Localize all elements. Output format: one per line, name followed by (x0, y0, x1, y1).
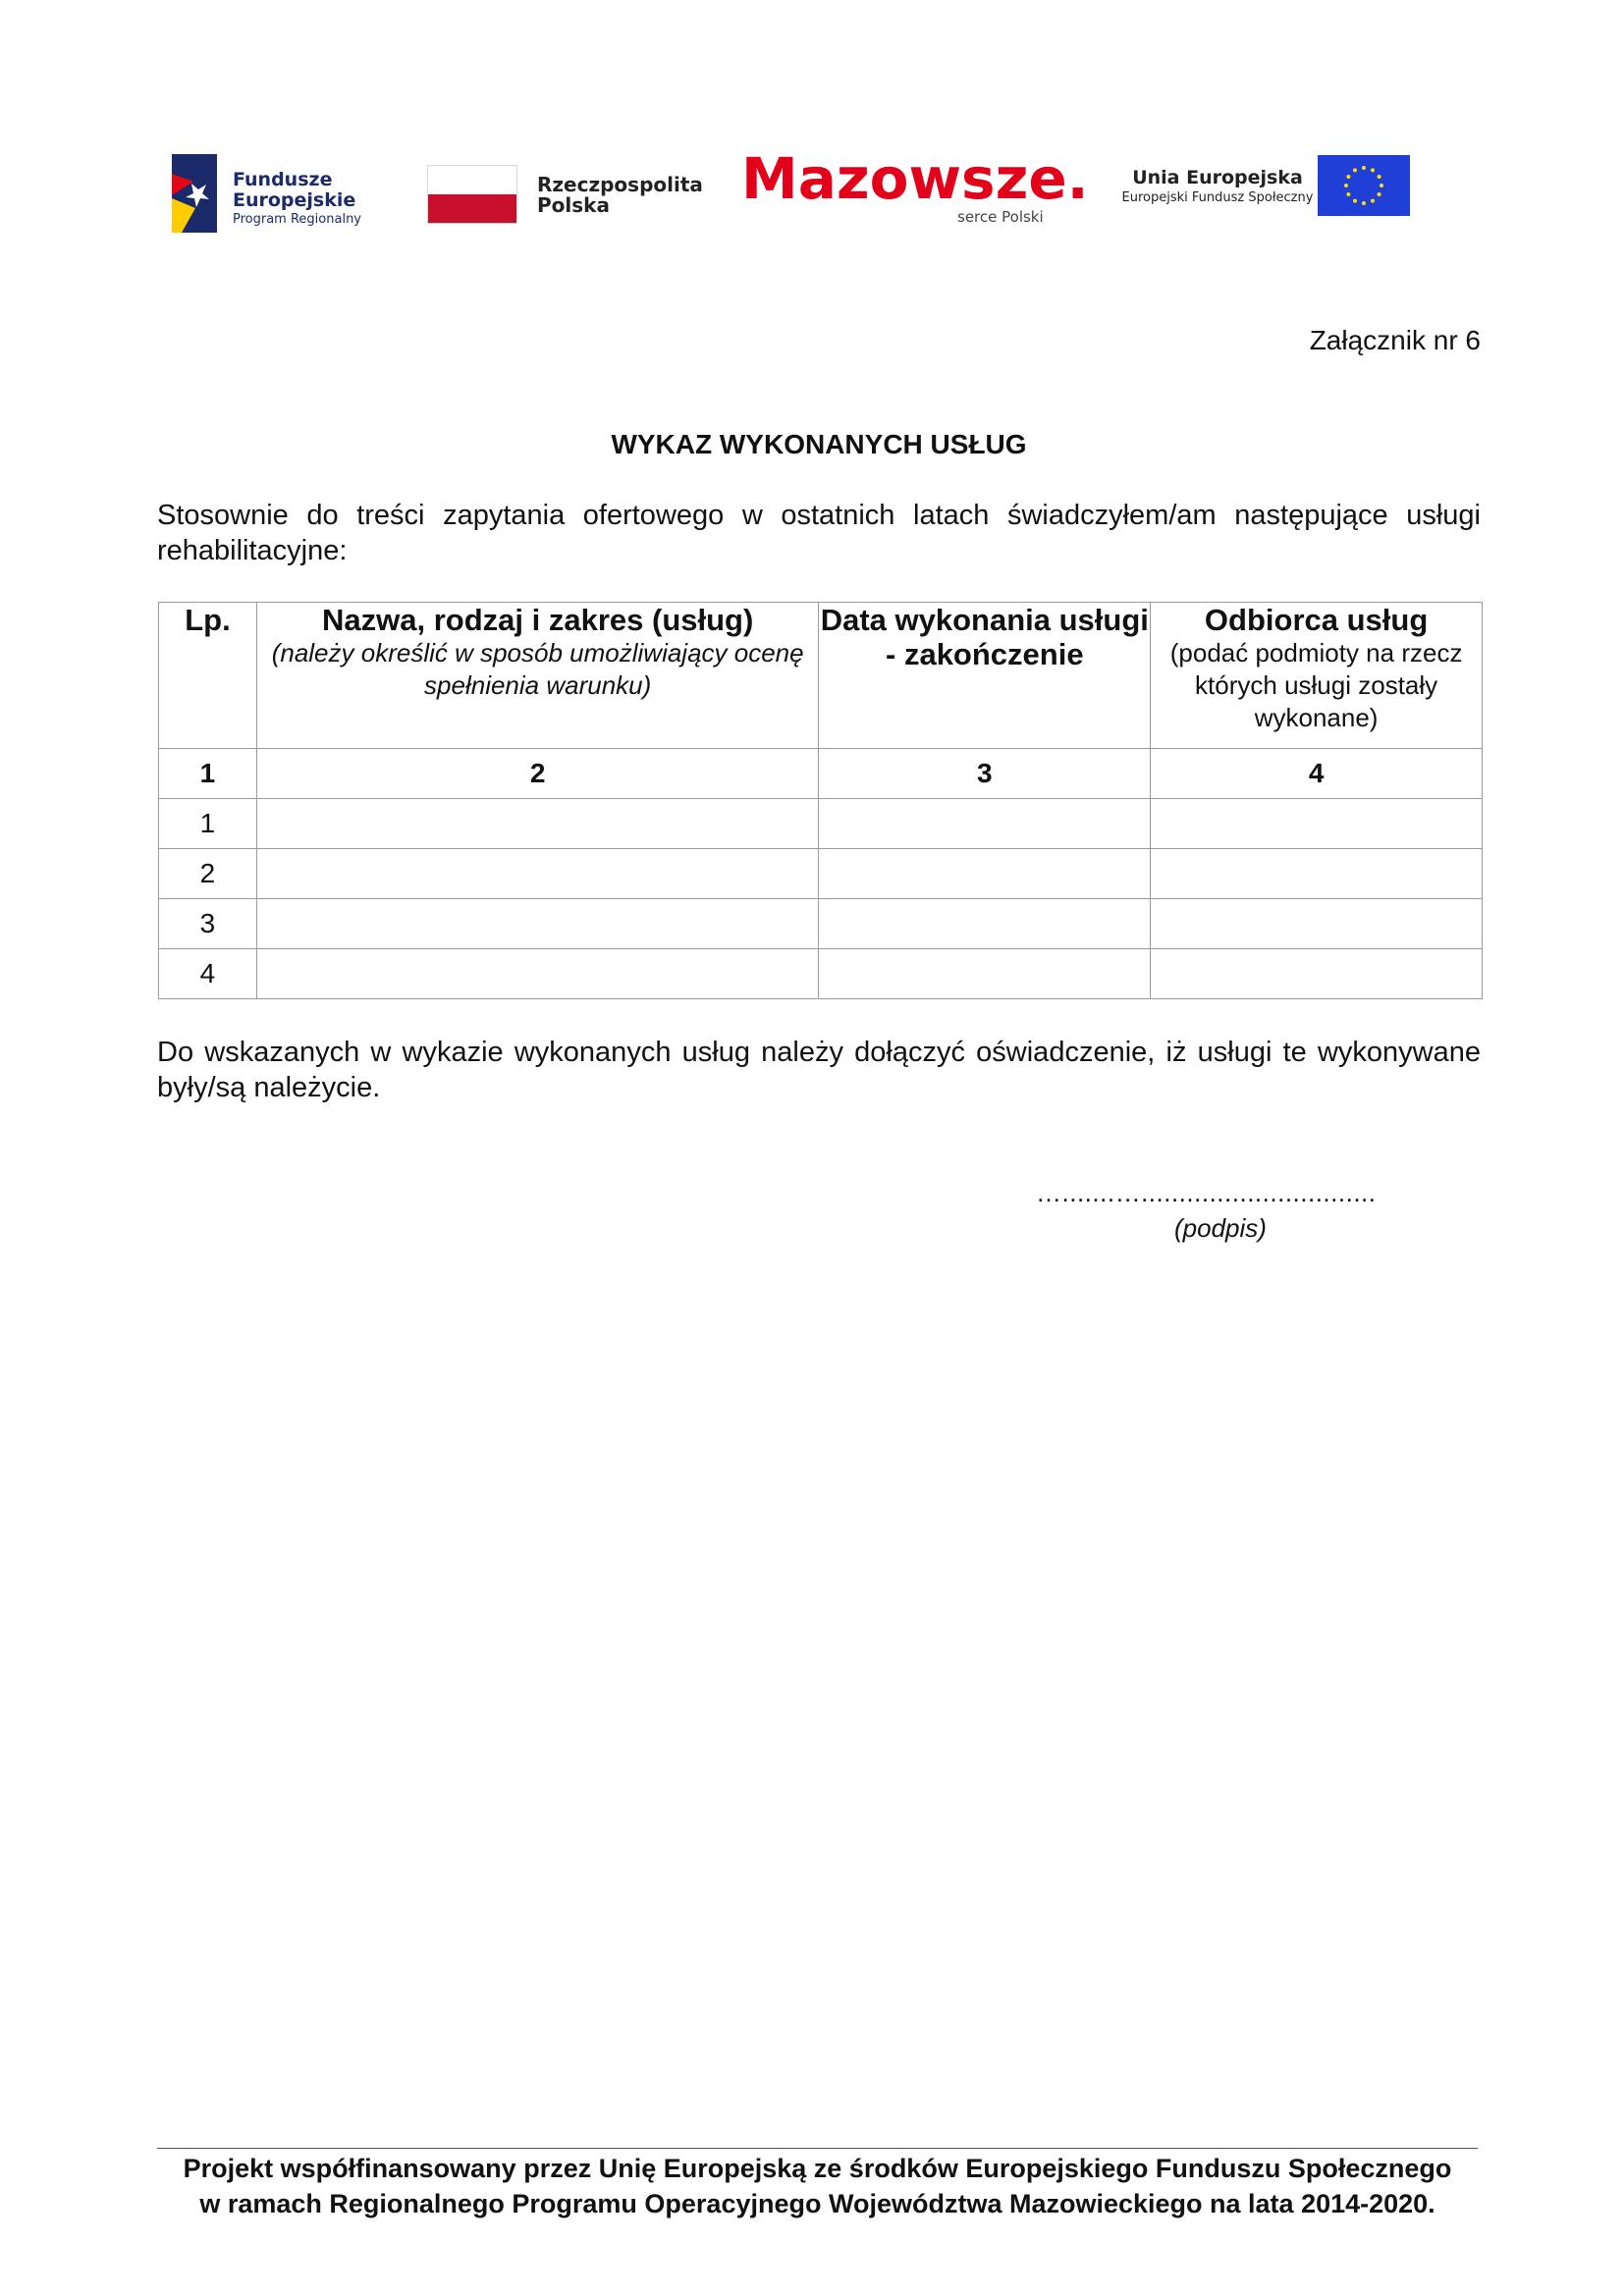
header-name-label: Nazwa, rodzaj i zakres (usług) (322, 603, 754, 637)
row-number: 2 (159, 849, 257, 899)
header-recipient-label: Odbiorca usług (1204, 603, 1429, 637)
column-number: 3 (819, 749, 1151, 799)
table-row (159, 799, 1483, 849)
service-name-cell[interactable] (256, 799, 818, 849)
eu-logo-line2: Europejski Fundusz Społeczny (1121, 190, 1314, 205)
service-date-cell[interactable] (819, 849, 1151, 899)
row-number: 3 (159, 899, 257, 949)
service-recipient-cell[interactable] (1151, 949, 1483, 999)
fe-logo-line1: Fundusze (233, 169, 333, 190)
service-name-cell[interactable] (256, 849, 818, 899)
service-date-cell[interactable] (819, 899, 1151, 949)
statement-paragraph: Do wskazanych w wykazie wykonanych usług należy dołączyć oświadczenie, iż usługi te wykonywane były/są należycie. (157, 1037, 1481, 1103)
rzeczpospolita-polska-logo (427, 165, 722, 234)
intro-paragraph: Stosownie do treści zapytania ofertowego w ostatnich latach świadczyłem/am następujące usługi rehabilitacyjne: (157, 500, 1481, 566)
header-recipient-note: (podać podmioty na rzecz których usługi zostały wykonane) (1169, 638, 1463, 732)
eu-logo-line1: Unia Europejska (1132, 167, 1303, 188)
header-name-note: (należy określić w sposób umożliwiający ocenę spełnienia warunku) (271, 638, 804, 700)
service-date-cell[interactable] (819, 949, 1151, 999)
column-number: 2 (256, 749, 818, 799)
service-recipient-cell[interactable] (1151, 799, 1483, 849)
mazowsze-subtitle: serce Polski (957, 208, 1044, 226)
signature-label: (podpis) (1174, 1213, 1267, 1243)
fe-logo-line3: Program Regionalny (233, 212, 361, 227)
services-table (158, 602, 1483, 999)
footer-line2: w ramach Regionalnego Programu Operacyjnego Województwa Mazowieckiego na lata 2014-2020. (199, 2189, 1435, 2218)
header-name (256, 603, 818, 749)
fe-logo-line2: Europejskie (233, 189, 356, 211)
document-title: WYKAZ WYKONANYCH USŁUG (611, 429, 1027, 459)
unia-europejska-logo (1119, 155, 1434, 234)
rp-logo-line1: Rzeczpospolita (537, 173, 703, 196)
table-row (159, 949, 1483, 999)
fundusze-europejskie-logo (172, 152, 427, 236)
column-number: 1 (159, 749, 257, 799)
signature-line: ….......…............................... (1036, 1178, 1377, 1207)
row-number: 1 (159, 799, 257, 849)
page-footer (157, 2148, 1478, 2221)
service-name-cell[interactable] (256, 899, 818, 949)
service-recipient-cell[interactable] (1151, 899, 1483, 949)
fundusze-europejskie-emblem-icon (172, 154, 217, 233)
mazowsze-logo (741, 145, 1089, 238)
polish-flag-icon (427, 165, 517, 224)
header-date (819, 603, 1151, 749)
footer-line1: Projekt współfinansowany przez Unię Europejską ze środków Europejskiego Funduszu Społecznego (183, 2154, 1452, 2183)
table-header-row (159, 603, 1483, 749)
header-lp (159, 603, 257, 749)
rp-logo-line2: Polska (537, 193, 610, 217)
service-recipient-cell[interactable] (1151, 849, 1483, 899)
column-number-row (159, 749, 1483, 799)
column-number: 4 (1151, 749, 1483, 799)
service-name-cell[interactable] (256, 949, 818, 999)
header-recipient (1151, 603, 1483, 749)
header-date-label: Data wykonania usługi - zakończenie (820, 603, 1149, 671)
eu-flag-icon (1318, 155, 1410, 216)
row-number: 4 (159, 949, 257, 999)
logo-header (157, 147, 1434, 245)
service-date-cell[interactable] (819, 799, 1151, 849)
mazowsze-wordmark: Mazowsze. (741, 145, 1089, 212)
table-row (159, 849, 1483, 899)
header-lp-label: Lp. (185, 603, 231, 637)
annex-number: Załącznik nr 6 (1309, 325, 1481, 355)
table-row (159, 899, 1483, 949)
